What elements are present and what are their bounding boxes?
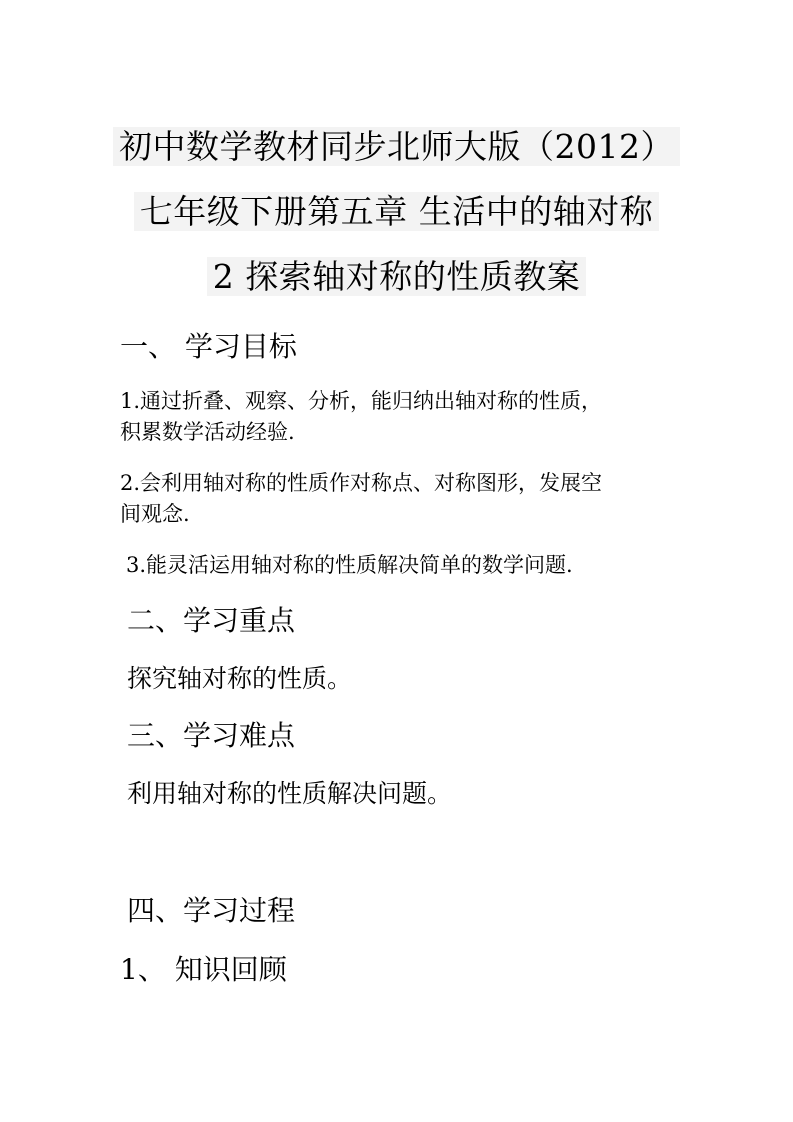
objective-item-2-line-1: 2.会利用轴对称的性质作对称点、对称图形，发展空 (120, 471, 603, 495)
section-heading-objectives: 一、 学习目标 (120, 330, 297, 363)
title-line-1 (0, 127, 793, 167)
objective-item-3: 3.能灵活运用轴对称的性质解决简单的数学问题. (126, 553, 573, 577)
section-heading-key-points: 二、学习重点 (127, 604, 296, 637)
objective-item-2-line-2: 间观念. (120, 502, 190, 526)
difficulties-text: 利用轴对称的性质解决问题。 (127, 779, 453, 808)
title-line-3-text: 2 探索轴对称的性质教案 (207, 257, 587, 296)
objective-item-1-line-1: 1.通过折叠、观察、分析，能归纳出轴对称的性质， (120, 389, 603, 413)
section-heading-process: 四、学习过程 (127, 894, 296, 927)
section-heading-difficulties: 三、学习难点 (127, 719, 296, 752)
title-line-2 (0, 192, 793, 232)
objective-item-1-line-2: 积累数学活动经验. (120, 420, 295, 444)
title-line-3 (0, 257, 793, 297)
title-line-2-text: 七年级下册第五章 生活中的轴对称 (134, 192, 660, 231)
subsection-knowledge-review: 1、 知识回顾 (120, 953, 287, 986)
key-points-text: 探究轴对称的性质。 (127, 664, 353, 693)
title-line-1-text: 初中数学教材同步北师大版（2012） (113, 127, 680, 166)
